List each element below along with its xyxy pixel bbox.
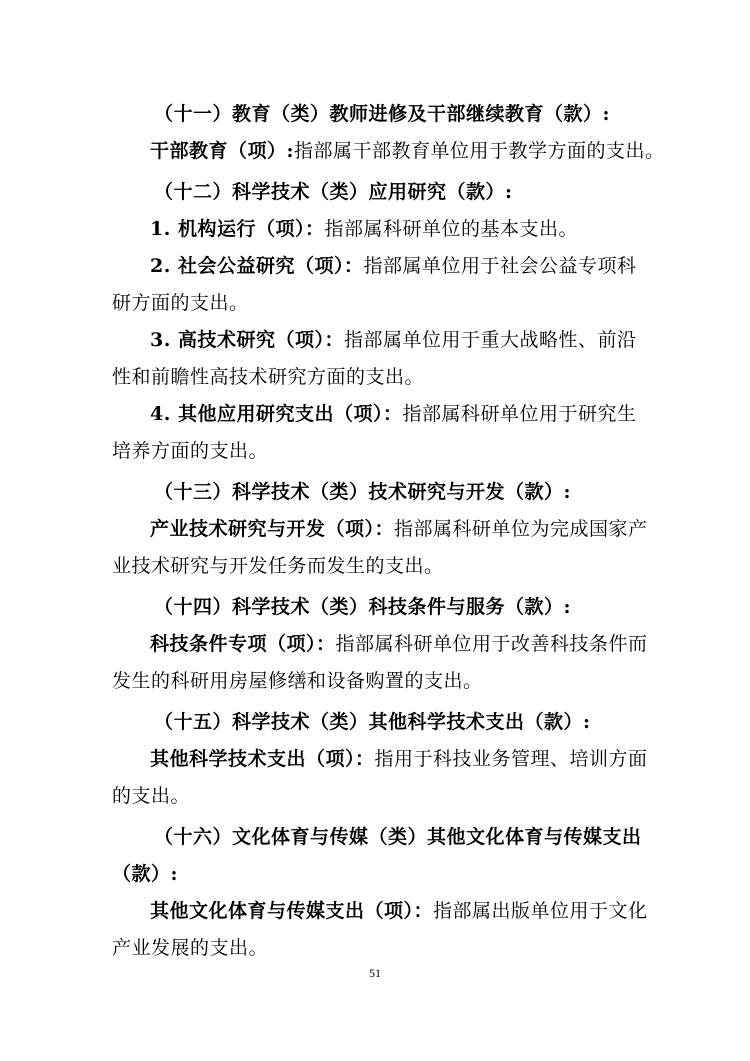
- item-text: 指部属单位用于社会公益专项科: [363, 255, 637, 277]
- document-body: [112, 92, 665, 967]
- section-11: [112, 96, 665, 170]
- item-line: [112, 133, 665, 170]
- item-text: 指部属科研单位为完成国家产: [394, 518, 648, 540]
- item-text: 指部属科研单位用于研究生: [402, 403, 637, 425]
- item-continuation: 培养方面的支出。: [112, 440, 269, 462]
- item-term: 科技条件专项（项）：: [150, 633, 336, 655]
- section-13: [112, 474, 648, 585]
- item-continuation: 产业发展的支出。: [112, 937, 269, 959]
- item-continuation: 发生的科研用房屋修缮和设备购置的支出。: [112, 670, 483, 692]
- item-line: [112, 396, 640, 433]
- section-heading: （十一）教育（类）教师进修及干部继续教育（款）:: [154, 103, 611, 125]
- item-term: 1. 机构运行（项）：: [150, 218, 325, 240]
- item-line: [112, 741, 648, 778]
- item-line: [112, 893, 648, 930]
- section-heading: （十三）科学技术（类）技术研究与开发（款）:: [154, 481, 572, 503]
- item-text: 指用于科技业务管理、培训方面: [374, 748, 648, 770]
- section-heading: （十六）文化体育与传媒（类）其他文化体育与传媒支出: [154, 826, 642, 848]
- item-text: 指部属干部教育单位用于教学方面的支出。: [294, 140, 665, 162]
- item-continuation: 的支出。: [112, 785, 191, 807]
- section-14: [112, 589, 648, 700]
- item-term: 其他文化体育与传媒支出（项）：: [150, 900, 434, 922]
- item-term: 产业技术研究与开发（项）：: [150, 518, 395, 540]
- item-line: [112, 322, 640, 359]
- item-text: 指部属单位用于重大战略性、前沿: [343, 329, 637, 351]
- section-12: [112, 174, 640, 470]
- item-text: 指部属科研单位的基本支出。: [324, 218, 578, 240]
- section-heading: （十五）科学技术（类）其他科学技术支出（款）:: [154, 711, 591, 733]
- item-continuation: 性和前瞻性高技术研究方面的支出。: [112, 366, 425, 388]
- item-term: 其他科学技术支出（项）：: [150, 748, 375, 770]
- item-continuation: 业技术研究与开发任务而发生的支出。: [112, 555, 444, 577]
- section-16: [112, 819, 648, 967]
- item-text: 指部属科研单位用于改善科技条件而: [335, 633, 648, 655]
- page-number: 51: [369, 966, 381, 980]
- item-text: 指部属出版单位用于文化: [433, 900, 648, 922]
- item-line: [112, 511, 648, 548]
- section-heading-continuation: （款）:: [112, 863, 179, 885]
- item-line: [112, 211, 640, 248]
- section-15: [112, 704, 648, 815]
- item-term: 2. 社会公益研究（项）：: [150, 255, 364, 277]
- section-heading: （十四）科学技术（类）科技条件与服务（款）:: [154, 596, 572, 618]
- item-line: [112, 626, 648, 663]
- item-term: 4. 其他应用研究支出（项）：: [150, 403, 403, 425]
- item-term: 3. 高技术研究（项）：: [150, 329, 344, 351]
- item-continuation: 研方面的支出。: [112, 292, 249, 314]
- item-line: [112, 248, 640, 285]
- item-term: 干部教育（项）:: [150, 140, 295, 162]
- section-heading: （十二）科学技术（类）应用研究（款）:: [154, 181, 513, 203]
